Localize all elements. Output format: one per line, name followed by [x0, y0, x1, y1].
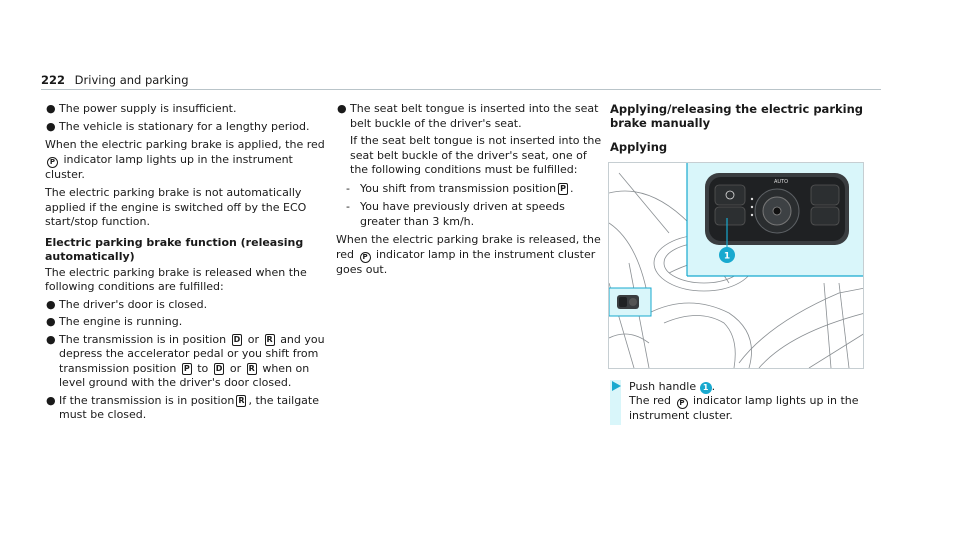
list-item — [346, 182, 606, 197]
list-item-text: The engine is running. — [59, 315, 183, 328]
instruction-step — [610, 380, 865, 422]
text: indicator lamp lights up in the instrument cluster. — [45, 152, 293, 181]
bullet-icon: ● — [46, 102, 56, 115]
parking-brake-illustration — [608, 162, 864, 369]
list-item — [45, 120, 330, 135]
text: indicator lamp in the instrument cluster goes out. — [336, 247, 596, 276]
paragraph — [45, 138, 330, 182]
paragraph — [336, 233, 606, 277]
text: to — [197, 361, 209, 375]
bullet-icon: ● — [46, 393, 56, 407]
gear-p-icon: P — [183, 363, 190, 373]
list-item-text: The seat belt tongue is inserted into the seat belt buckle of the driver's seat. — [350, 102, 599, 130]
bullet-icon: ● — [337, 102, 347, 115]
subheading: Electric parking brake function (releasing automatically) — [45, 235, 304, 263]
text: The red — [629, 394, 671, 407]
dash-icon: - — [346, 181, 350, 195]
text: or — [229, 361, 242, 375]
list-item-text: The vehicle is stationary for a lengthy period. — [59, 119, 310, 133]
section-heading: Applying/releasing the electric parking brake manually — [610, 102, 863, 130]
paragraph: If the seat belt tongue is not inserted into the seat belt buckle of the driver's seat, one of the following conditions must be fulfilled: — [350, 134, 602, 176]
parking-brake-indicator-icon: P — [360, 252, 371, 263]
text: and you depress the accelerator pedal or you shift from transmission position — [59, 332, 325, 375]
list-item — [45, 298, 330, 313]
illustration-svg — [609, 163, 864, 369]
text: When the electric parking brake is applied, the red — [45, 138, 325, 151]
column-right — [610, 102, 870, 155]
text: . — [570, 181, 574, 195]
bullet-icon: ● — [46, 332, 56, 346]
gear-r-icon: R — [248, 363, 255, 373]
text: , the tailgate must be closed. — [59, 393, 319, 421]
gear-p-icon: P — [560, 183, 567, 193]
text: . — [711, 380, 716, 393]
header-divider — [41, 89, 881, 90]
parking-brake-indicator-icon: P — [47, 157, 58, 168]
list-item — [45, 394, 330, 423]
list-item — [346, 200, 606, 229]
text: or — [247, 332, 260, 346]
callout-1-label: 1 — [723, 251, 731, 262]
text: The transmission is in position — [59, 332, 227, 346]
page-number: 222 — [41, 73, 66, 87]
dash-icon: - — [346, 200, 350, 213]
list-item-text: The power supply is insufficient. — [59, 102, 237, 115]
text: when on level ground with the driver's door closed. — [59, 361, 310, 389]
section-title: Driving and parking — [74, 73, 189, 87]
text: If the transmission is in position — [59, 393, 235, 407]
triangle-arrow-icon — [612, 381, 621, 391]
bullet-icon: ● — [46, 315, 56, 328]
list-item — [336, 102, 606, 131]
gear-r-icon: R — [266, 334, 273, 344]
bullet-icon: ● — [46, 119, 56, 133]
bullet-icon: ● — [46, 297, 56, 311]
column-middle — [336, 102, 606, 277]
gear-d-icon: D — [233, 334, 241, 344]
step-text — [629, 380, 864, 423]
list-item — [45, 315, 330, 330]
list-item — [45, 102, 330, 117]
paragraph: The electric parking brake is not automatically applied if the engine is switched off by the ECO start/stop function. — [45, 186, 307, 228]
text: You have previously driven at speeds greater than 3 km/h. — [360, 200, 565, 228]
page-header — [41, 73, 189, 87]
subheading: Applying — [610, 140, 668, 154]
paragraph: The electric parking brake is released when the following conditions are fulfilled: — [45, 265, 307, 293]
gear-r-icon: R — [238, 395, 245, 405]
text: When the electric parking brake is released, the red — [336, 233, 601, 261]
panel-label: AUTO — [774, 179, 789, 185]
parking-brake-indicator-icon: P — [677, 398, 688, 409]
column-left — [45, 102, 330, 426]
list-item-text: The driver's door is closed. — [59, 297, 208, 311]
gear-d-icon: D — [215, 363, 223, 373]
text: Push handle — [629, 380, 697, 393]
list-item — [45, 333, 330, 391]
text: indicator lamp lights up in the instrument cluster. — [629, 394, 859, 422]
callout-1-icon: 1 — [700, 382, 712, 394]
text: You shift from transmission position — [360, 181, 557, 195]
